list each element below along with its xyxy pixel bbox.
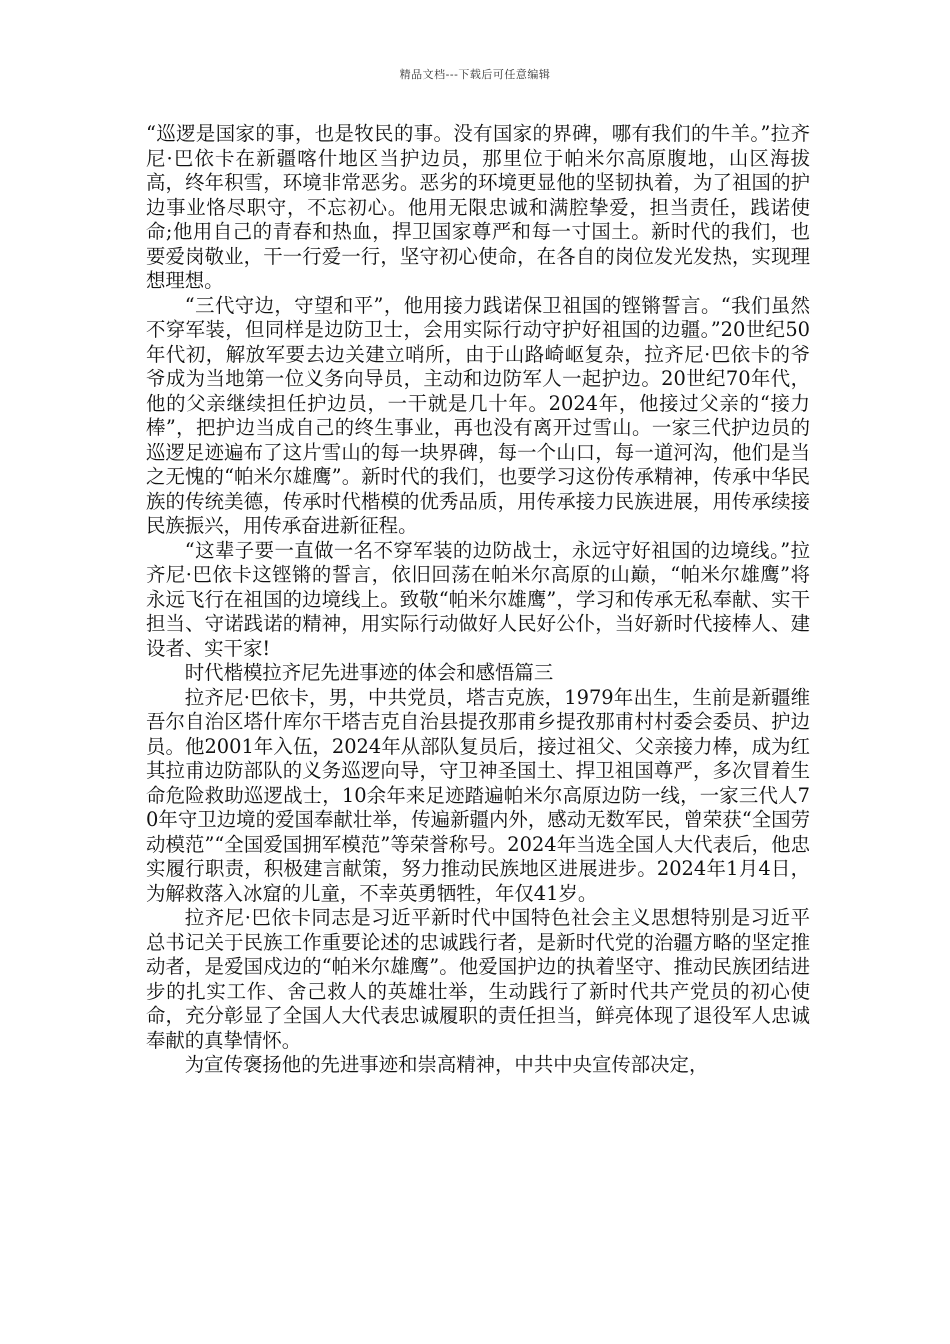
paragraph: 拉齐尼·巴依卡同志是习近平新时代中国特色社会主义思想特别是习近平总书记关于民族工作重要论述的忠诚践行者，是新时代党的治疆方略的坚定推动者，是爱国戍边的“帕米尔雄鹰”。他爱国护边的执着坚守、推动民族团结进步的扎实工作、舍己救人的英雄壮举，生动践行了新时代共产党员的初心使命，充分彰显了全国人大代表忠诚履职的责任担当，鲜亮体现了退役军人忠诚奉献的真挚情怀。 bbox=[146, 906, 810, 1052]
section-heading: 时代楷模拉齐尼先进事迹的体会和感悟篇三 bbox=[184, 661, 554, 684]
paragraph: “三代守边，守望和平”，他用接力践诺保卫祖国的铿锵誓言。“我们虽然不穿军装，但同样是边防卫士，会用实际行动守护好祖国的边疆。”20世纪50年代初，解放军要去边关建立哨所，由于山路崎岖复杂，拉齐尼·巴依卡的爷爷成为当地第一位义务向导员，主动和边防军人一起护边。20世纪70年代，他的父亲继续担任护边员，一干就是几十年。2024年，他接过父亲的“接力棒”，把护边当成自己的终生事业，再也没有离开过雪山。一家三代护边员的巡逻足迹遍布了这片雪山的每一块界碑，每一个山口，每一道河沟，他们是当之无愧的“帕米尔雄鹰”。新时代的我们，也要学习这份传承精神，传承中华民族的传统美德，传承时代楷模的优秀品质，用传承接力民族进展，用传承续接民族振兴，用传承奋进新征程。 bbox=[146, 293, 810, 537]
paragraph: “这辈子要一直做一名不穿军装的边防战士，永远守好祖国的边境线。”拉齐尼·巴依卡这铿锵的誓言，依旧回荡在帕米尔高原的山巅，“帕米尔雄鹰”将永远飞行在祖国的边境线上。致敬“帕米尔雄鹰”，学习和传承无私奉献、实干担当、守诺践诺的精神，用实际行动做好人民好公仆，当好新时代接棒人、建设者、实干家! bbox=[146, 538, 810, 660]
page-header: 精品文档---下载后可任意编辑 bbox=[399, 68, 551, 81]
paragraph: “巡逻是国家的事，也是牧民的事。没有国家的界碑，哪有我们的牛羊。”拉齐尼·巴依卡在新疆喀什地区当护边员，那里位于帕米尔高原腹地，山区海拔高，终年积雪，环境非常恶劣。恶劣的环境更显他的坚韧执着，为了祖国的护边事业恪尽职守，不忘初心。他用无限忠诚和满腔挚爱，担当责任，践诺使命;他用自己的青春和热血，捍卫国家尊严和每一寸国土。新时代的我们，也要爱岗敬业，干一行爱一行，坚守初心使命，在各自的岗位发光发热，实现理想理想。 bbox=[146, 122, 810, 292]
document-body bbox=[146, 122, 810, 1078]
paragraph: 为宣传褒扬他的先进事迹和崇高精神，中共中央宣传部决定， bbox=[184, 1053, 709, 1076]
paragraph: 拉齐尼·巴依卡，男，中共党员，塔吉克族，1979年出生，生前是新疆维吾尔自治区塔什库尔干塔吉克自治县提孜那甫乡提孜那甫村村委会委员、护边员。他2001年入伍，2024年从部队复员后，接过祖父、父亲接力棒，成为红其拉甫边防部队的义务巡逻向导，守卫神圣国土、捍卫祖国尊严，多次冒着生命危险救助巡逻战士，10余年来足迹踏遍帕米尔高原边防一线，一家三代人70年守卫边境的爱国奉献壮举，传遍新疆内外，感动无数军民，曾荣获“全国劳动模范”“全国爱国拥军模范”等荣誉称号。2024年当选全国人大代表后，他忠实履行职责，积极建言献策，努力推动民族地区进展进步。2024年1月4日，为解救落入冰窟的儿童，不幸英勇牺牲，年仅41岁。 bbox=[146, 685, 810, 905]
